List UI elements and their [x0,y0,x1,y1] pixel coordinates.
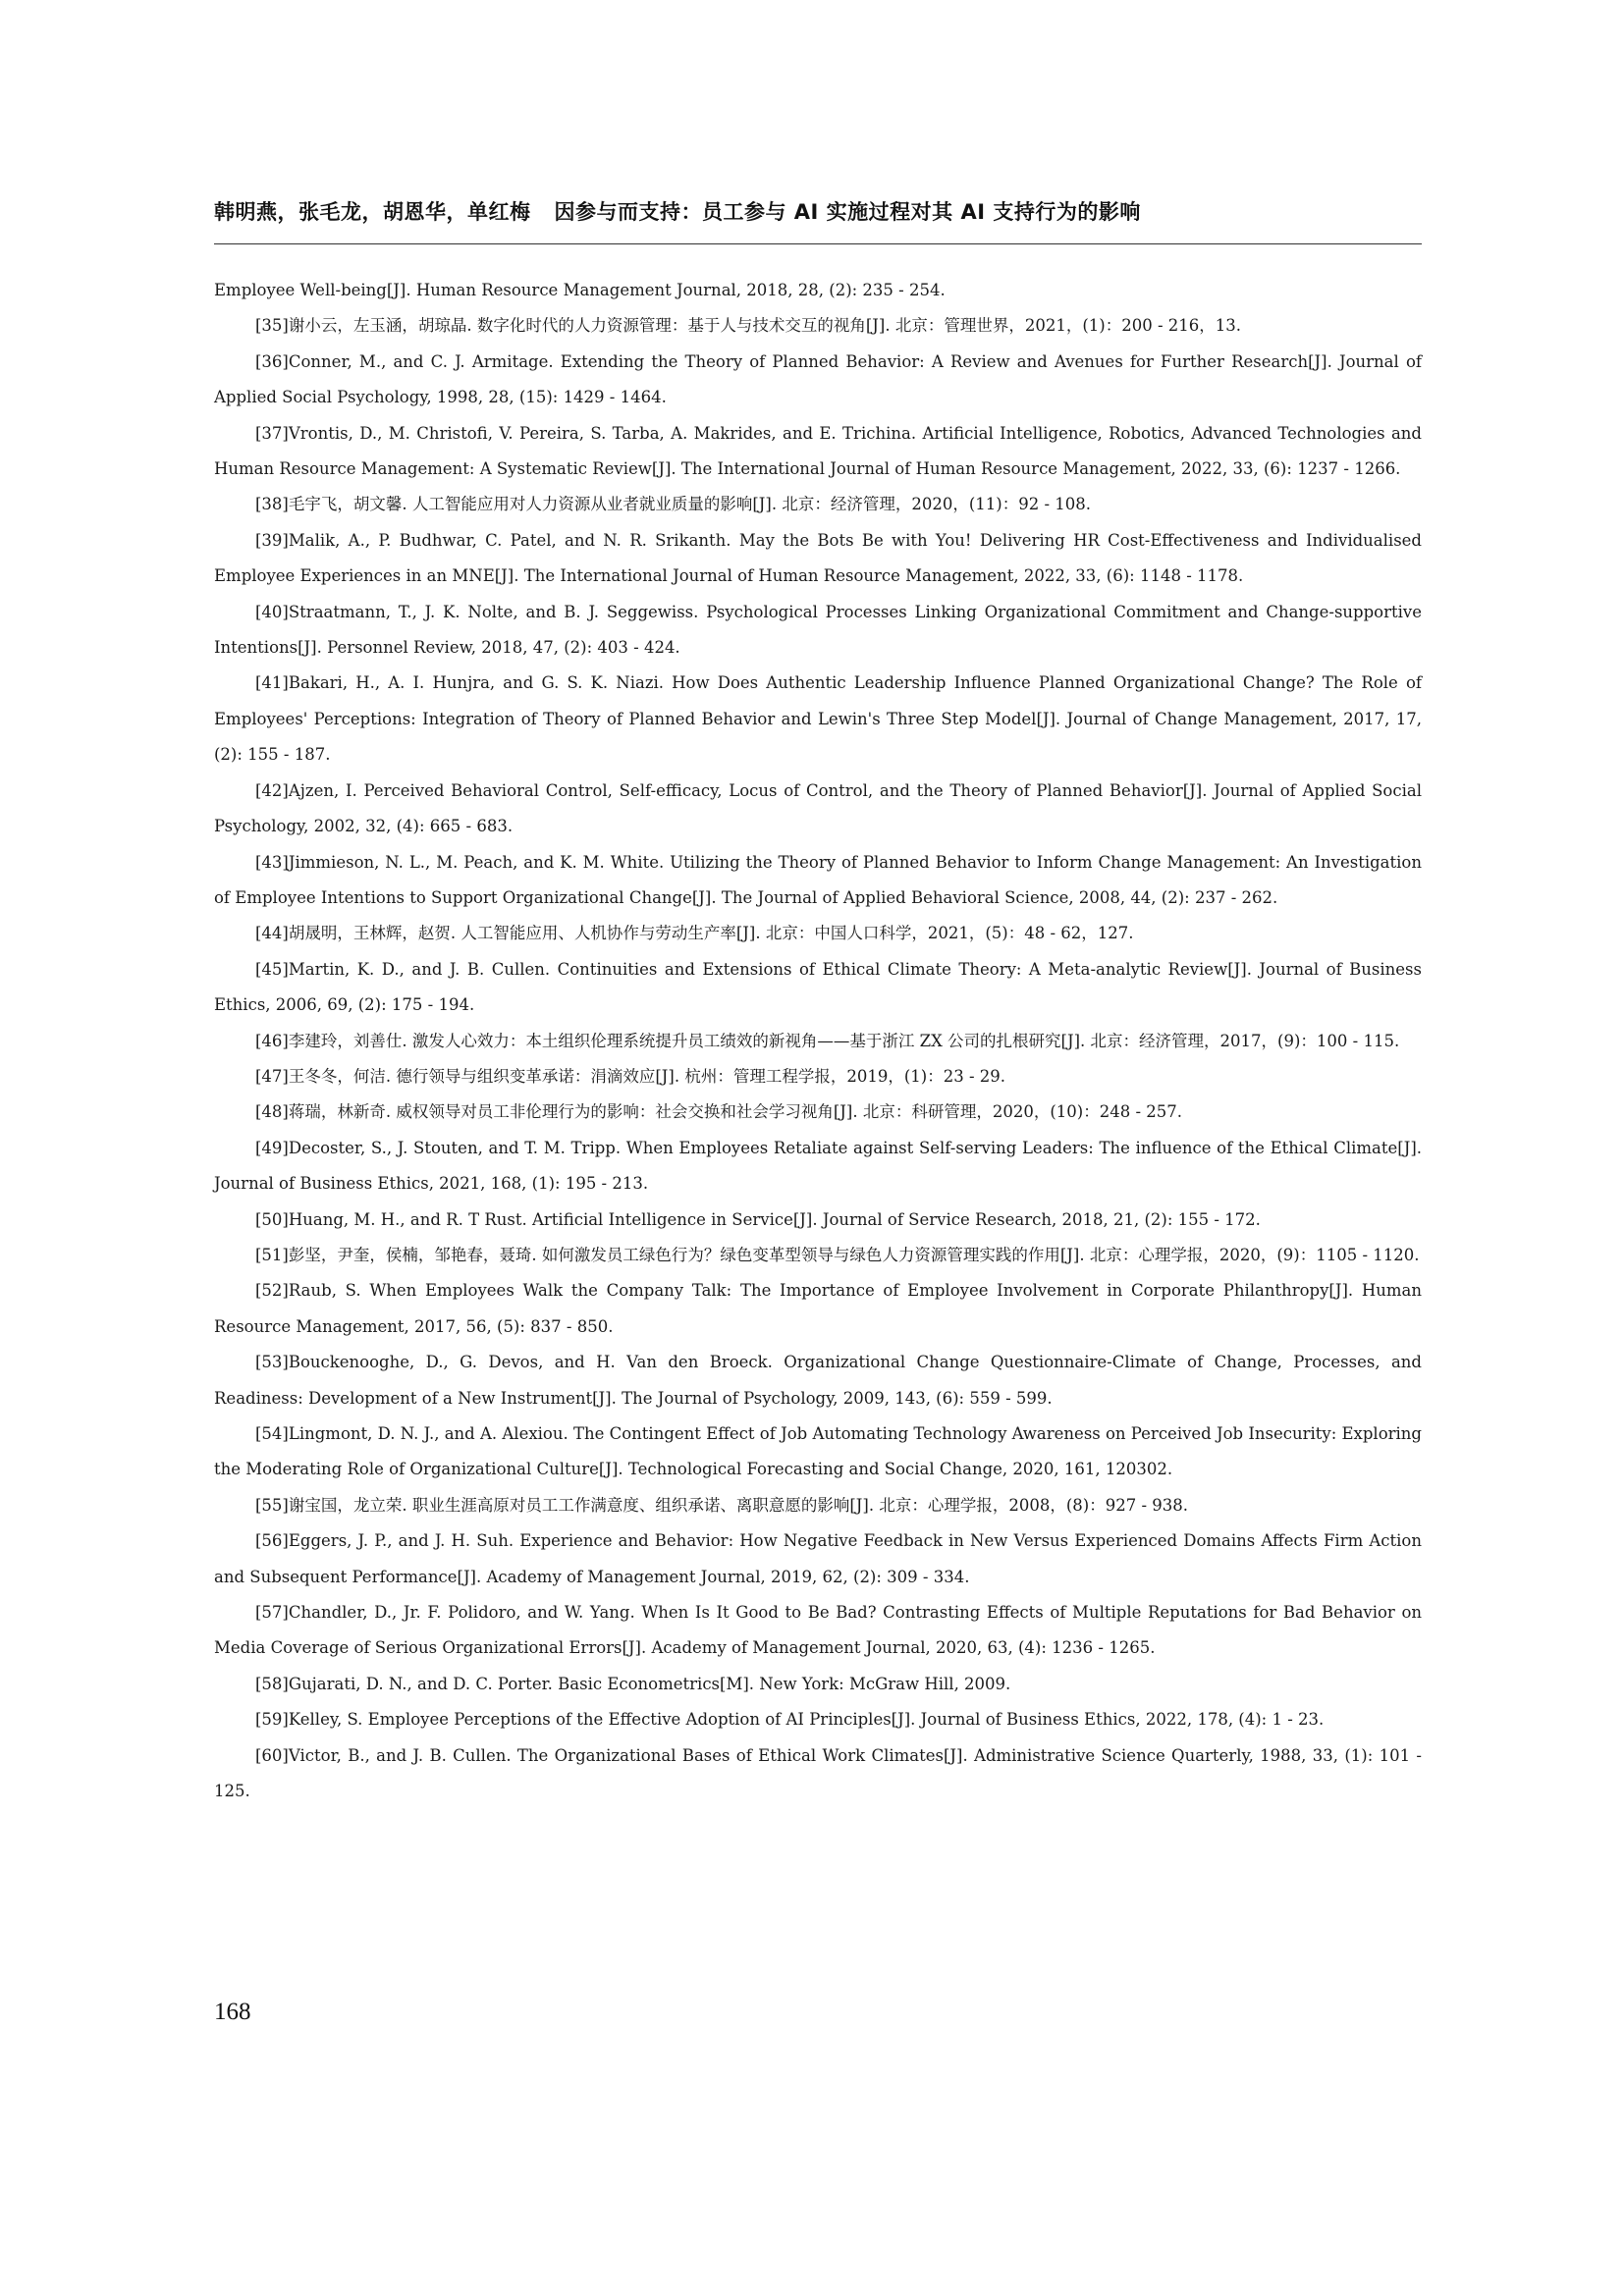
reference-entry: [55]谢宝国，龙立荣. 职业生涯高原对员工工作满意度、组织承诺、离职意愿的影响[J]. 北京：心理学报，2008，(8)：927 - 938. [255,1495,1188,1515]
reference-entry: [40]Straatmann, T., J. K. Nolte, and B. J. Seggewiss. Psychological Processes Linking Organizational Commitment and Change-supportive Intentions[J]. Personnel Review, 2018, 47, (2): 403 - 424. [214,602,1422,658]
reference-entry: [60]Victor, B., and J. B. Cullen. The Organizational Bases of Ethical Work Climates[J]. Administrative Science Quarterly, 1988, 33, (1): 101 - 125. [214,1745,1422,1801]
page-number: 168 [214,1999,251,2025]
reference-entry: [42]Ajzen, I. Perceived Behavioral Control, Self-efficacy, Locus of Control, and the Theory of Planned Behavior[J]. Journal of Applied Social Psychology, 2002, 32, (4): 665 - 683. [214,780,1422,836]
header-authors: 韩明燕，张毛龙，胡恩华，单红梅 [214,200,531,224]
reference-entry: [54]Lingmont, D. N. J., and A. Alexiou. The Contingent Effect of Job Automating Technology Awareness on Perceived Job Insecurity: Exploring the Moderating Role of Organizational Culture[J]. Technological Forecasting and Social Change, 2020, 161, 120302. [214,1424,1422,1479]
reference-entry: [45]Martin, K. D., and J. B. Cullen. Continuities and Extensions of Ethical Climate Theory: A Meta-analytic Review[J]. Journal of Business Ethics, 2006, 69, (2): 175 - 194. [214,959,1422,1015]
reference-entry: [36]Conner, M., and C. J. Armitage. Extending the Theory of Planned Behavior: A Review and Avenues for Further Research[J]. Journal of Applied Social Psychology, 1998, 28, (15): 1429 - 1464. [214,351,1422,407]
reference-entry: [56]Eggers, J. P., and J. H. Suh. Experience and Behavior: How Negative Feedback in New Versus Experienced Domains Affects Firm Action and Subsequent Performance[J]. Academy of Management Journal, 2019, 62, (2): 309 - 334. [214,1531,1422,1586]
reference-entry: [37]Vrontis, D., M. Christofi, V. Pereira, S. Tarba, A. Makrides, and E. Trichina. Artificial Intelligence, Robotics, Advanced Technologies and Human Resource Management: A Systematic Review[J]. The International Journal of Human Resource Management, 2022, 33, (6): 1237 - 1266. [214,423,1422,479]
reference-entry: [44]胡晟明，王林辉，赵贺. 人工智能应用、人机协作与劳动生产率[J]. 北京：中国人口科学，2021，(5)：48 - 62，127. [255,924,1134,943]
reference-entry: [43]Jimmieson, N. L., M. Peach, and K. M. White. Utilizing the Theory of Planned Behavior to Inform Change Management: An Investigation of Employee Intentions to Support Organizational Change[J]. The Journal of Applied Behavioral Science, 2008, 44, (2): 237 - 262. [214,852,1422,907]
reference-list [214,273,1422,1809]
reference-entry: [51]彭坚，尹奎，侯楠，邹艳春，聂琦. 如何激发员工绿色行为？绿色变革型领导与绿色人力资源管理实践的作用[J]. 北京：心理学报，2020，(9)：1105 - 1120. [255,1245,1420,1264]
reference-entry: [50]Huang, M. H., and R. T Rust. Artificial Intelligence in Service[J]. Journal of Service Research, 2018, 21, (2): 155 - 172. [255,1209,1261,1229]
reference-entry: [47]王冬冬，何洁. 德行领导与组织变革承诺：涓滴效应[J]. 杭州：管理工程学报，2019，(1)：23 - 29. [255,1066,1006,1086]
reference-entry: [38]毛宇飞，胡文馨. 人工智能应用对人力资源从业者就业质量的影响[J]. 北京：经济管理，2020，(11)：92 - 108. [255,495,1091,514]
running-header [214,196,1422,226]
reference-entry: [58]Gujarati, D. N., and D. C. Porter. Basic Econometrics[M]. New York: McGraw Hill, 2009. [255,1674,1011,1693]
reference-entry: [41]Bakari, H., A. I. Hunjra, and G. S. K. Niazi. How Does Authentic Leadership Influence Planned Organizational Change? The Role of Employees' Perceptions: Integration of Theory of Planned Behavior and Lewin's Three Step Model[J]. Journal of Change Management, 2017, 17, (2): 155 - 187. [214,673,1422,765]
reference-continuation: Employee Well-being[J]. Human Resource Management Journal, 2018, 28, (2): 235 - 254. [214,281,946,299]
reference-entry: [46]李建玲，刘善仕. 激发人心效力：本土组织伦理系统提升员工绩效的新视角——基于浙江 ZX 公司的扎根研究[J]. 北京：经济管理，2017，(9)：100 - 115. [255,1031,1400,1050]
reference-entry: [57]Chandler, D., Jr. F. Polidoro, and W. Yang. When Is It Good to Be Bad? Contrasting Effects of Multiple Reputations for Bad Behavior on Media Coverage of Serious Organizational Errors[J]. Academy of Management Journal, 2020, 63, (4): 1236 - 1265. [214,1603,1422,1658]
reference-entry: [35]谢小云，左玉涵，胡琼晶. 数字化时代的人力资源管理：基于人与技术交互的视角[J]. 北京：管理世界，2021，(1)：200 - 216，13. [255,316,1241,336]
reference-entry: [59]Kelley, S. Employee Perceptions of the Effective Adoption of AI Principles[J]. Journal of Business Ethics, 2022, 178, (4): 1 - 23. [255,1710,1325,1730]
reference-entry: [39]Malik, A., P. Budhwar, C. Patel, and N. R. Srikanth. May the Bots Be with You! Delivering HR Cost-Effectiveness and Individualised Employee Experiences in an MNE[J]. The International Journal of Human Resource Management, 2022, 33, (6): 1148 - 1178. [214,530,1422,586]
reference-entry: [49]Decoster, S., J. Stouten, and T. M. Tripp. When Employees Retaliate against Self-serving Leaders: The influence of the Ethical Climate[J]. Journal of Business Ethics, 2021, 168, (1): 195 - 213. [214,1138,1422,1194]
header-title: 因参与而支持：员工参与 AI 实施过程对其 AI 支持行为的影响 [554,200,1141,224]
reference-entry: [52]Raub, S. When Employees Walk the Company Talk: The Importance of Employee Involvement in Corporate Philanthropy[J]. Human Resource Management, 2017, 56, (5): 837 - 850. [214,1281,1422,1336]
reference-entry: [53]Bouckenooghe, D., G. Devos, and H. Van den Broeck. Organizational Change Questionnaire-Climate of Change, Processes, and Readiness: Development of a New Instrument[J]. The Journal of Psychology, 2009, 143, (6): 559 - 599. [214,1353,1422,1408]
header-rule [214,243,1422,244]
reference-entry: [48]蒋瑞，林新奇. 威权领导对员工非伦理行为的影响：社会交换和社会学习视角[J]. 北京：科研管理，2020，(10)：248 - 257. [255,1102,1182,1122]
